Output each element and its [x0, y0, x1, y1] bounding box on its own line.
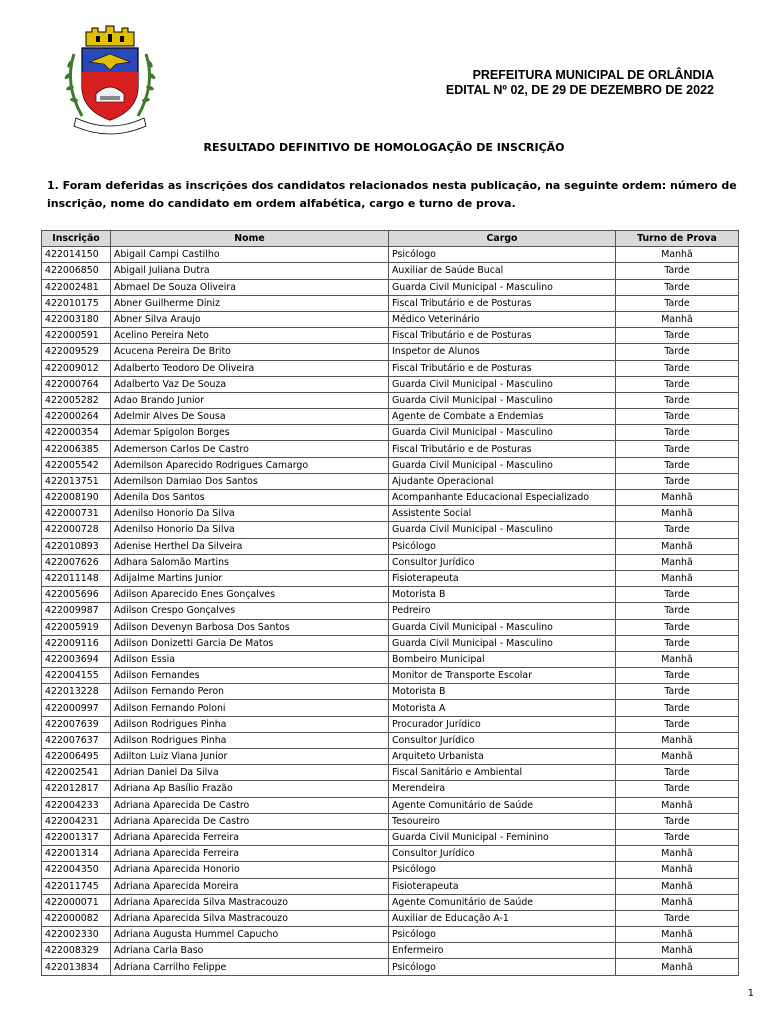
cell-nome: Adilson Donizetti Garcia De Matos [111, 635, 389, 651]
table-header-row [42, 231, 739, 247]
cell-turno: Tarde [616, 409, 739, 425]
cell-turno: Tarde [616, 619, 739, 635]
cell-nome: Adilson Fernandes [111, 668, 389, 684]
cell-inscricao: 422009116 [42, 635, 111, 651]
cell-inscricao: 422001317 [42, 829, 111, 845]
table-row [42, 295, 739, 311]
cell-turno: Manhã [616, 797, 739, 813]
table-row [42, 862, 739, 878]
table-row [42, 425, 739, 441]
cell-turno: Manhã [616, 538, 739, 554]
cell-turno: Manhã [616, 959, 739, 975]
cell-cargo: Fiscal Tributário e de Posturas [389, 441, 616, 457]
table-row [42, 522, 739, 538]
cell-inscricao: 422011148 [42, 570, 111, 586]
page-number: 1 [747, 988, 754, 999]
cell-turno: Tarde [616, 457, 739, 473]
table-row [42, 684, 739, 700]
cell-cargo: Agente Comunitário de Saúde [389, 797, 616, 813]
table-row [42, 538, 739, 554]
cell-cargo: Guarda Civil Municipal - Masculino [389, 522, 616, 538]
table-row [42, 392, 739, 408]
cell-turno: Tarde [616, 684, 739, 700]
cell-nome: Adenilso Honorio Da Silva [111, 522, 389, 538]
cell-inscricao: 422005282 [42, 392, 111, 408]
cell-inscricao: 422009529 [42, 344, 111, 360]
cell-inscricao: 422007639 [42, 716, 111, 732]
cell-turno: Manhã [616, 554, 739, 570]
cell-cargo: Fiscal Tributário e de Posturas [389, 295, 616, 311]
cell-turno: Tarde [616, 344, 739, 360]
col-header-cargo: Cargo [389, 231, 616, 247]
cell-cargo: Fiscal Tributário e de Posturas [389, 328, 616, 344]
cell-inscricao: 422003694 [42, 651, 111, 667]
cell-turno: Tarde [616, 473, 739, 489]
cell-inscricao: 422011745 [42, 878, 111, 894]
cell-inscricao: 422009987 [42, 603, 111, 619]
cell-nome: Adilton Luiz Viana Junior [111, 749, 389, 765]
cell-nome: Ademilson Aparecido Rodrigues Camargo [111, 457, 389, 473]
cell-turno: Tarde [616, 781, 739, 797]
cell-nome: Adilson Rodrigues Pinha [111, 716, 389, 732]
cell-nome: Adilson Essia [111, 651, 389, 667]
cell-turno: Tarde [616, 263, 739, 279]
table-row [42, 279, 739, 295]
cell-cargo: Motorista B [389, 684, 616, 700]
table-row [42, 716, 739, 732]
table-row [42, 473, 739, 489]
cell-turno: Manhã [616, 651, 739, 667]
cell-nome: Adriana Augusta Hummel Capucho [111, 927, 389, 943]
cell-nome: Abmael De Souza Oliveira [111, 279, 389, 295]
table-row [42, 376, 739, 392]
table-row [42, 829, 739, 845]
table-row [42, 506, 739, 522]
table-row [42, 570, 739, 586]
cell-inscricao: 422000354 [42, 425, 111, 441]
table-row [42, 635, 739, 651]
cell-cargo: Consultor Jurídico [389, 554, 616, 570]
cell-nome: Adriana Ap Basílio Frazão [111, 781, 389, 797]
cell-nome: Adriana Aparecida Moreira [111, 878, 389, 894]
cell-turno: Tarde [616, 829, 739, 845]
cell-cargo: Guarda Civil Municipal - Masculino [389, 279, 616, 295]
cell-cargo: Acompanhante Educacional Especializado [389, 490, 616, 506]
cell-nome: Adriana Aparecida Ferreira [111, 829, 389, 845]
table-row [42, 878, 739, 894]
cell-nome: Ademilson Damiao Dos Santos [111, 473, 389, 489]
cell-nome: Adriana Carrilho Felippe [111, 959, 389, 975]
cell-nome: Adriana Aparecida Silva Mastracouzo [111, 894, 389, 910]
table-row [42, 749, 739, 765]
cell-nome: Adriana Carla Baso [111, 943, 389, 959]
cell-cargo: Auxiliar de Saúde Bucal [389, 263, 616, 279]
cell-cargo: Motorista B [389, 587, 616, 603]
cell-cargo: Assistente Social [389, 506, 616, 522]
cell-cargo: Guarda Civil Municipal - Masculino [389, 392, 616, 408]
table-row [42, 813, 739, 829]
cell-inscricao: 422000764 [42, 376, 111, 392]
cell-cargo: Agente Comunitário de Saúde [389, 894, 616, 910]
cell-cargo: Motorista A [389, 700, 616, 716]
cell-cargo: Guarda Civil Municipal - Masculino [389, 376, 616, 392]
cell-turno: Manhã [616, 846, 739, 862]
cell-nome: Adenila Dos Santos [111, 490, 389, 506]
cell-inscricao: 422014150 [42, 247, 111, 263]
table-row [42, 700, 739, 716]
col-header-nome: Nome [111, 231, 389, 247]
cell-turno: Tarde [616, 910, 739, 926]
cell-inscricao: 422001314 [42, 846, 111, 862]
cell-cargo: Psicólogo [389, 538, 616, 554]
candidates-table [41, 230, 739, 976]
cell-turno: Tarde [616, 328, 739, 344]
cell-nome: Abner Silva Araujo [111, 311, 389, 327]
cell-nome: Adelmir Alves De Sousa [111, 409, 389, 425]
table-row [42, 457, 739, 473]
table-row [42, 668, 739, 684]
cell-cargo: Psicólogo [389, 927, 616, 943]
table-row [42, 894, 739, 910]
cell-nome: Adenilso Honorio Da Silva [111, 506, 389, 522]
cell-turno: Tarde [616, 441, 739, 457]
cell-cargo: Consultor Jurídico [389, 846, 616, 862]
document-header [446, 68, 714, 98]
cell-turno: Manhã [616, 862, 739, 878]
cell-inscricao: 422010175 [42, 295, 111, 311]
cell-nome: Adalberto Teodoro De Oliveira [111, 360, 389, 376]
cell-nome: Adenise Herthel Da Silveira [111, 538, 389, 554]
cell-turno: Tarde [616, 635, 739, 651]
cell-turno: Manhã [616, 894, 739, 910]
cell-nome: Adilson Devenyn Barbosa Dos Santos [111, 619, 389, 635]
cell-nome: Ademar Spigolon Borges [111, 425, 389, 441]
table-row [42, 360, 739, 376]
table-row [42, 651, 739, 667]
cell-turno: Tarde [616, 392, 739, 408]
cell-inscricao: 422000264 [42, 409, 111, 425]
table-row [42, 587, 739, 603]
cell-inscricao: 422003180 [42, 311, 111, 327]
col-header-inscricao: Inscrição [42, 231, 111, 247]
cell-inscricao: 422000728 [42, 522, 111, 538]
cell-inscricao: 422013228 [42, 684, 111, 700]
table-row [42, 603, 739, 619]
cell-inscricao: 422004350 [42, 862, 111, 878]
cell-nome: Abigail Campi Castilho [111, 247, 389, 263]
table-row [42, 328, 739, 344]
cell-turno: Tarde [616, 522, 739, 538]
cell-cargo: Consultor Jurídico [389, 732, 616, 748]
table-row [42, 765, 739, 781]
cell-nome: Adalberto Vaz De Souza [111, 376, 389, 392]
cell-cargo: Fiscal Sanitário e Ambiental [389, 765, 616, 781]
cell-cargo: Psicólogo [389, 247, 616, 263]
table-row [42, 910, 739, 926]
cell-turno: Tarde [616, 603, 739, 619]
cell-inscricao: 422005542 [42, 457, 111, 473]
cell-turno: Manhã [616, 570, 739, 586]
cell-cargo: Procurador Jurídico [389, 716, 616, 732]
cell-turno: Tarde [616, 813, 739, 829]
table-row [42, 927, 739, 943]
cell-nome: Adrian Daniel Da Silva [111, 765, 389, 781]
cell-cargo: Fisioterapeuta [389, 878, 616, 894]
cell-inscricao: 422010893 [42, 538, 111, 554]
cell-nome: Adilson Fernando Peron [111, 684, 389, 700]
cell-cargo: Monitor de Transporte Escolar [389, 668, 616, 684]
cell-cargo: Pedreiro [389, 603, 616, 619]
cell-turno: Manhã [616, 927, 739, 943]
cell-inscricao: 422013751 [42, 473, 111, 489]
table-row [42, 311, 739, 327]
cell-cargo: Fiscal Tributário e de Posturas [389, 360, 616, 376]
cell-turno: Tarde [616, 668, 739, 684]
cell-cargo: Guarda Civil Municipal - Masculino [389, 457, 616, 473]
cell-turno: Tarde [616, 279, 739, 295]
cell-cargo: Fisioterapeuta [389, 570, 616, 586]
cell-nome: Adhara Salomão Martins [111, 554, 389, 570]
cell-turno: Manhã [616, 490, 739, 506]
cell-turno: Tarde [616, 765, 739, 781]
cell-nome: Ademerson Carlos De Castro [111, 441, 389, 457]
cell-inscricao: 422004231 [42, 813, 111, 829]
table-row [42, 959, 739, 975]
cell-cargo: Guarda Civil Municipal - Masculino [389, 425, 616, 441]
cell-cargo: Tesoureiro [389, 813, 616, 829]
cell-turno: Tarde [616, 376, 739, 392]
cell-nome: Adriana Aparecida De Castro [111, 797, 389, 813]
cell-turno: Tarde [616, 587, 739, 603]
cell-nome: Adilson Aparecido Enes Gonçalves [111, 587, 389, 603]
cell-nome: Adilson Rodrigues Pinha [111, 732, 389, 748]
cell-inscricao: 422009012 [42, 360, 111, 376]
table-row [42, 943, 739, 959]
cell-cargo: Enfermeiro [389, 943, 616, 959]
cell-inscricao: 422000731 [42, 506, 111, 522]
intro-paragraph: 1. Foram deferidas as inscrições dos candidatos relacionados nesta publicação, na seguinte ordem: número de inscrição, nome do candidato em ordem alfabética, cargo e turno de prova. [47, 179, 737, 210]
cell-inscricao: 422004155 [42, 668, 111, 684]
cell-turno: Manhã [616, 749, 739, 765]
cell-cargo: Agente de Combate a Endemias [389, 409, 616, 425]
cell-inscricao: 422002481 [42, 279, 111, 295]
cell-nome: Adilson Crespo Gonçalves [111, 603, 389, 619]
table-row [42, 344, 739, 360]
cell-inscricao: 422000082 [42, 910, 111, 926]
cell-turno: Tarde [616, 700, 739, 716]
cell-inscricao: 422013834 [42, 959, 111, 975]
cell-cargo: Psicólogo [389, 862, 616, 878]
header-municipality: PREFEITURA MUNICIPAL DE ORLÂNDIA [472, 68, 714, 82]
table-row [42, 846, 739, 862]
col-header-turno: Turno de Prova [616, 231, 739, 247]
cell-cargo: Inspetor de Alunos [389, 344, 616, 360]
cell-turno: Manhã [616, 247, 739, 263]
cell-cargo: Bombeiro Municipal [389, 651, 616, 667]
cell-cargo: Merendeira [389, 781, 616, 797]
cell-inscricao: 422004233 [42, 797, 111, 813]
cell-nome: Adao Brando Junior [111, 392, 389, 408]
cell-inscricao: 422008190 [42, 490, 111, 506]
table-row [42, 441, 739, 457]
cell-nome: Adijalme Martins Junior [111, 570, 389, 586]
cell-nome: Adriana Aparecida De Castro [111, 813, 389, 829]
cell-cargo: Psicólogo [389, 959, 616, 975]
table-row [42, 490, 739, 506]
cell-inscricao: 422012817 [42, 781, 111, 797]
cell-cargo: Guarda Civil Municipal - Feminino [389, 829, 616, 845]
cell-turno: Manhã [616, 732, 739, 748]
cell-inscricao: 422000071 [42, 894, 111, 910]
table-row [42, 263, 739, 279]
cell-inscricao: 422005919 [42, 619, 111, 635]
cell-cargo: Guarda Civil Municipal - Masculino [389, 619, 616, 635]
document-title: RESULTADO DEFINITIVO DE HOMOLOGAÇÃO DE INSCRIÇÃO [203, 141, 565, 154]
cell-inscricao: 422002330 [42, 927, 111, 943]
cell-turno: Manhã [616, 311, 739, 327]
cell-inscricao: 422008329 [42, 943, 111, 959]
cell-nome: Acelino Pereira Neto [111, 328, 389, 344]
cell-turno: Manhã [616, 878, 739, 894]
table-body [42, 247, 739, 975]
table-row [42, 554, 739, 570]
table-row [42, 781, 739, 797]
cell-cargo: Ajudante Operacional [389, 473, 616, 489]
cell-inscricao: 422000591 [42, 328, 111, 344]
cell-turno: Tarde [616, 716, 739, 732]
cell-nome: Adriana Aparecida Ferreira [111, 846, 389, 862]
cell-inscricao: 422007626 [42, 554, 111, 570]
cell-turno: Manhã [616, 506, 739, 522]
cell-turno: Tarde [616, 295, 739, 311]
cell-turno: Tarde [616, 425, 739, 441]
cell-nome: Adriana Aparecida Honorio [111, 862, 389, 878]
cell-nome: Acucena Pereira De Brito [111, 344, 389, 360]
cell-cargo: Médico Veterinário [389, 311, 616, 327]
cell-nome: Abigail Juliana Dutra [111, 263, 389, 279]
cell-nome: Adriana Aparecida Silva Mastracouzo [111, 910, 389, 926]
cell-inscricao: 422007637 [42, 732, 111, 748]
table-row [42, 247, 739, 263]
table-row [42, 797, 739, 813]
cell-cargo: Arquiteto Urbanista [389, 749, 616, 765]
cell-cargo: Guarda Civil Municipal - Masculino [389, 635, 616, 651]
cell-inscricao: 422000997 [42, 700, 111, 716]
cell-inscricao: 422002541 [42, 765, 111, 781]
cell-nome: Adilson Fernando Poloni [111, 700, 389, 716]
table-row [42, 619, 739, 635]
cell-inscricao: 422005696 [42, 587, 111, 603]
table-row [42, 409, 739, 425]
header-edital: EDITAL Nº 02, DE 29 DE DEZEMBRO DE 2022 [445, 83, 714, 97]
cell-cargo: Auxiliar de Educação A-1 [389, 910, 616, 926]
municipal-coat-of-arms [60, 24, 160, 136]
cell-inscricao: 422006495 [42, 749, 111, 765]
cell-turno: Manhã [616, 943, 739, 959]
cell-nome: Abner Guilherme Diniz [111, 295, 389, 311]
table-row [42, 732, 739, 748]
cell-turno: Tarde [616, 360, 739, 376]
cell-inscricao: 422006850 [42, 263, 111, 279]
cell-inscricao: 422006385 [42, 441, 111, 457]
